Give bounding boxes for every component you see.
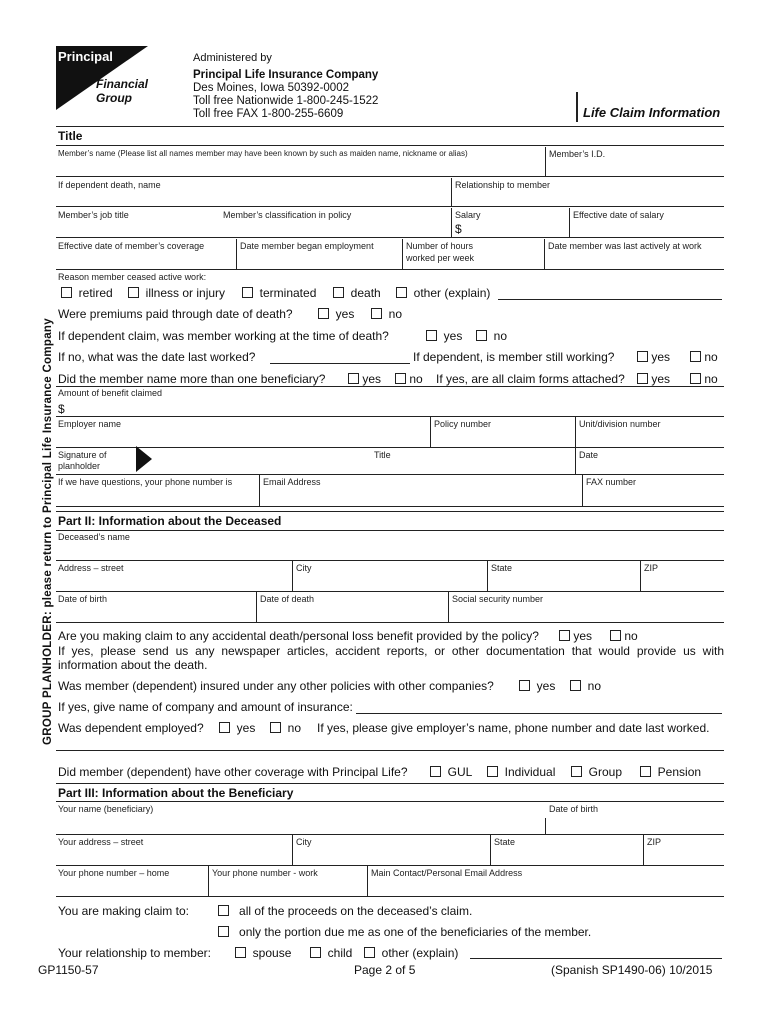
accidental-yes-checkbox[interactable] — [559, 630, 570, 641]
accidental-yes[interactable]: yes — [559, 629, 592, 643]
beneficiary-yes-checkbox[interactable] — [348, 373, 359, 384]
coverage-effective-label: Effective date of member’s coverage — [58, 241, 205, 251]
beneficiary-no-checkbox[interactable] — [395, 373, 406, 384]
sidebar-instruction: GROUP PLANHOLDER: please return to Principal Life Insurance Company — [42, 318, 54, 745]
dep-employed-no-checkbox[interactable] — [270, 722, 281, 733]
employer-info-field[interactable] — [56, 750, 724, 751]
dep-working-yes-checkbox[interactable] — [426, 330, 437, 341]
other-policies-no-checkbox[interactable] — [570, 680, 581, 691]
toll-free-fax: Toll free FAX 1-800-255-6609 — [193, 108, 344, 120]
coverage-gul[interactable]: GUL — [430, 765, 472, 779]
deceased-city-label: City — [296, 563, 312, 573]
title-label: Title — [374, 450, 391, 460]
deceased-zip-label: ZIP — [644, 563, 659, 573]
dep-employed-yes-checkbox[interactable] — [219, 722, 230, 733]
other-policies-yes[interactable]: yes — [519, 679, 555, 693]
rel-other-checkbox[interactable] — [364, 947, 375, 958]
beneficiary-zip-label: ZIP — [647, 837, 662, 847]
premiums-yes-checkbox[interactable] — [318, 308, 329, 319]
accidental-note: If yes, please send us any newspaper articles, accident reports, or other documentation that would provide us with information about the death. — [58, 644, 724, 672]
death-checkbox[interactable] — [333, 287, 344, 298]
beneficiary-dob-label: Date of birth — [549, 804, 599, 814]
rel-other-field[interactable] — [470, 958, 722, 959]
fax-label: FAX number — [586, 477, 637, 487]
toll-free-phone: Toll free Nationwide 1-800-245-1522 — [193, 95, 379, 107]
beneficiary-question: Did the member name more than one beneficiary? — [58, 372, 326, 386]
still-working-question: If dependent, is member still working? — [413, 350, 615, 364]
premiums-no[interactable]: no — [371, 307, 402, 321]
principal-logo — [56, 46, 148, 110]
still-working-no-checkbox[interactable] — [690, 351, 701, 362]
logo-text-financial: Financial — [96, 77, 149, 91]
other-checkbox[interactable] — [396, 287, 407, 298]
deceased-dob-label: Date of birth — [58, 594, 108, 604]
beneficiary-name-label: Your name (beneficiary) — [58, 804, 154, 814]
relationship-label: Relationship to member — [455, 180, 551, 190]
salary-label: Salary — [455, 210, 481, 220]
title-divider — [576, 92, 578, 122]
company-name: Principal Life Insurance Company — [193, 69, 379, 81]
last-worked-field[interactable] — [270, 363, 410, 364]
reason-illness[interactable]: illness or injury — [128, 286, 225, 300]
company-note: If yes, give name of company and amount of insurance: — [58, 700, 353, 714]
administered-by: Administered by — [193, 52, 272, 64]
claim-portion-checkbox[interactable] — [218, 926, 229, 937]
beneficiary-phone-work-label: Your phone number - work — [212, 868, 318, 878]
hours-label-1: Number of hours — [406, 241, 474, 251]
unit-division-label: Unit/division number — [579, 419, 661, 429]
beneficiary-no[interactable]: no — [395, 372, 423, 386]
illness-checkbox[interactable] — [128, 287, 139, 298]
employer-note: If yes, please give employer’s name, phone number and date last worked. — [317, 721, 710, 735]
company-amount-field[interactable] — [356, 713, 722, 714]
rel-child[interactable]: child — [310, 946, 352, 960]
other-policies-yes-checkbox[interactable] — [519, 680, 530, 691]
relationship-to-member-label: Your relationship to member: — [58, 946, 211, 960]
beneficiary-yes[interactable]: yes — [348, 372, 381, 386]
coverage-group[interactable]: Group — [571, 765, 622, 779]
reason-other[interactable]: other (explain) — [396, 286, 490, 300]
other-policies-question: Was member (dependent) insured under any other policies with other companies? — [58, 679, 494, 693]
dep-working-question: If dependent claim, was member working at the time of death? — [58, 329, 389, 343]
rel-other[interactable]: other (explain) — [364, 946, 458, 960]
premiums-yes[interactable]: yes — [318, 307, 354, 321]
forms-attached-yes[interactable]: yes — [637, 372, 670, 386]
job-title-label: Member’s job title — [58, 210, 129, 220]
beneficiary-phone-home-label: Your phone number – home — [58, 868, 170, 878]
beneficiary-email-label: Main Contact/Personal Email Address — [371, 868, 523, 878]
dep-working-no[interactable]: no — [476, 329, 507, 343]
other-policies-no[interactable]: no — [570, 679, 601, 693]
child-checkbox[interactable] — [310, 947, 321, 958]
last-worked-question: If no, what was the date last worked? — [58, 350, 256, 364]
deceased-address-label: Address – street — [58, 563, 124, 573]
rel-spouse[interactable]: spouse — [235, 946, 291, 960]
forms-attached-no[interactable]: no — [690, 372, 718, 386]
reason-retired[interactable]: retired — [61, 286, 113, 300]
signature-arrow-icon — [136, 446, 152, 472]
logo-text-principal: Principal — [58, 49, 113, 64]
accidental-no-checkbox[interactable] — [610, 630, 621, 641]
dep-employed-question: Was dependent employed? — [58, 721, 204, 735]
hours-label-2: worked per week — [406, 253, 475, 263]
employer-name-label: Employer name — [58, 419, 122, 429]
beneficiary-state-label: State — [494, 837, 516, 847]
pension-checkbox[interactable] — [640, 766, 651, 777]
salary-effective-label: Effective date of salary — [573, 210, 664, 220]
email-label: Email Address — [263, 477, 321, 487]
spouse-checkbox[interactable] — [235, 947, 246, 958]
forms-attached-no-checkbox[interactable] — [690, 373, 701, 384]
spanish-version: (Spanish SP1490-06) 10/2015 — [551, 963, 713, 977]
claim-portion-option[interactable]: only the portion due me as one of the beneficiaries of the member. — [218, 925, 591, 939]
last-active-label: Date member was last actively at work — [548, 241, 702, 251]
premiums-question: Were premiums paid through date of death? — [58, 307, 293, 321]
deceased-ssn-label: Social security number — [452, 594, 544, 604]
member-id-label: Member’s I.D. — [549, 149, 606, 159]
dependent-death-label: If dependent death, name — [58, 180, 161, 190]
still-working-yes[interactable]: yes — [637, 350, 670, 364]
dep-employed-yes[interactable]: yes — [219, 721, 255, 735]
premiums-no-checkbox[interactable] — [371, 308, 382, 319]
terminated-checkbox[interactable] — [242, 287, 253, 298]
retired-checkbox[interactable] — [61, 287, 72, 298]
group-checkbox[interactable] — [571, 766, 582, 777]
form-number: GP1150-57 — [38, 963, 99, 977]
part3-title: Part III: Information about the Beneficiary — [58, 786, 294, 800]
claim-to-label: You are making claim to: — [58, 904, 189, 918]
classification-label: Member’s classification in policy — [223, 210, 352, 220]
page-number: Page 2 of 5 — [354, 963, 416, 977]
dep-working-no-checkbox[interactable] — [476, 330, 487, 341]
still-working-no[interactable]: no — [690, 350, 718, 364]
salary-symbol: $ — [455, 222, 462, 236]
reason-terminated[interactable]: terminated — [242, 286, 316, 300]
part1-title: Title — [58, 129, 83, 143]
deceased-name-label: Deceased’s name — [58, 532, 130, 542]
began-employment-label: Date member began employment — [240, 241, 374, 251]
signature-label-2: planholder — [58, 461, 101, 471]
accidental-question: Are you making claim to any accidental death/personal loss benefit provided by the policy? — [58, 629, 539, 643]
claim-all-checkbox[interactable] — [218, 905, 229, 916]
form-title: Life Claim Information — [583, 105, 721, 120]
signature-label-1: Signature of — [58, 450, 107, 460]
coverage-individual[interactable]: Individual — [487, 765, 555, 779]
reason-death[interactable]: death — [333, 286, 381, 300]
forms-attached-question: If yes, are all claim forms attached? — [436, 372, 625, 386]
beneficiary-address-label: Your address – street — [58, 837, 144, 847]
dep-working-yes[interactable]: yes — [426, 329, 462, 343]
company-address: Des Moines, Iowa 50392-0002 — [193, 82, 349, 94]
phone-question-label: If we have questions, your phone number is — [58, 477, 233, 487]
individual-checkbox[interactable] — [487, 766, 498, 777]
gul-checkbox[interactable] — [430, 766, 441, 777]
amount-symbol: $ — [58, 402, 65, 416]
deceased-dod-label: Date of death — [260, 594, 315, 604]
other-coverage-question: Did member (dependent) have other coverage with Principal Life? — [58, 765, 408, 779]
dep-employed-no[interactable]: no — [270, 721, 301, 735]
beneficiary-city-label: City — [296, 837, 312, 847]
claim-all-option[interactable]: all of the proceeds on the deceased’s claim. — [218, 904, 472, 918]
part2-title: Part II: Information about the Deceased — [58, 514, 282, 528]
forms-attached-yes-checkbox[interactable] — [637, 373, 648, 384]
member-name-label: Member’s name (Please list all names member may have been known by such as maiden name, nickname or alias) — [58, 149, 468, 158]
policy-number-label: Policy number — [434, 419, 492, 429]
date-label: Date — [579, 450, 599, 460]
coverage-pension[interactable]: Pension — [640, 765, 701, 779]
still-working-yes-checkbox[interactable] — [637, 351, 648, 362]
deceased-state-label: State — [491, 563, 513, 573]
amount-claimed-label: Amount of benefit claimed — [58, 388, 163, 398]
accidental-no[interactable]: no — [610, 629, 638, 643]
reason-ceased-label: Reason member ceased active work: — [58, 272, 207, 282]
logo-text-group: Group — [96, 91, 132, 105]
